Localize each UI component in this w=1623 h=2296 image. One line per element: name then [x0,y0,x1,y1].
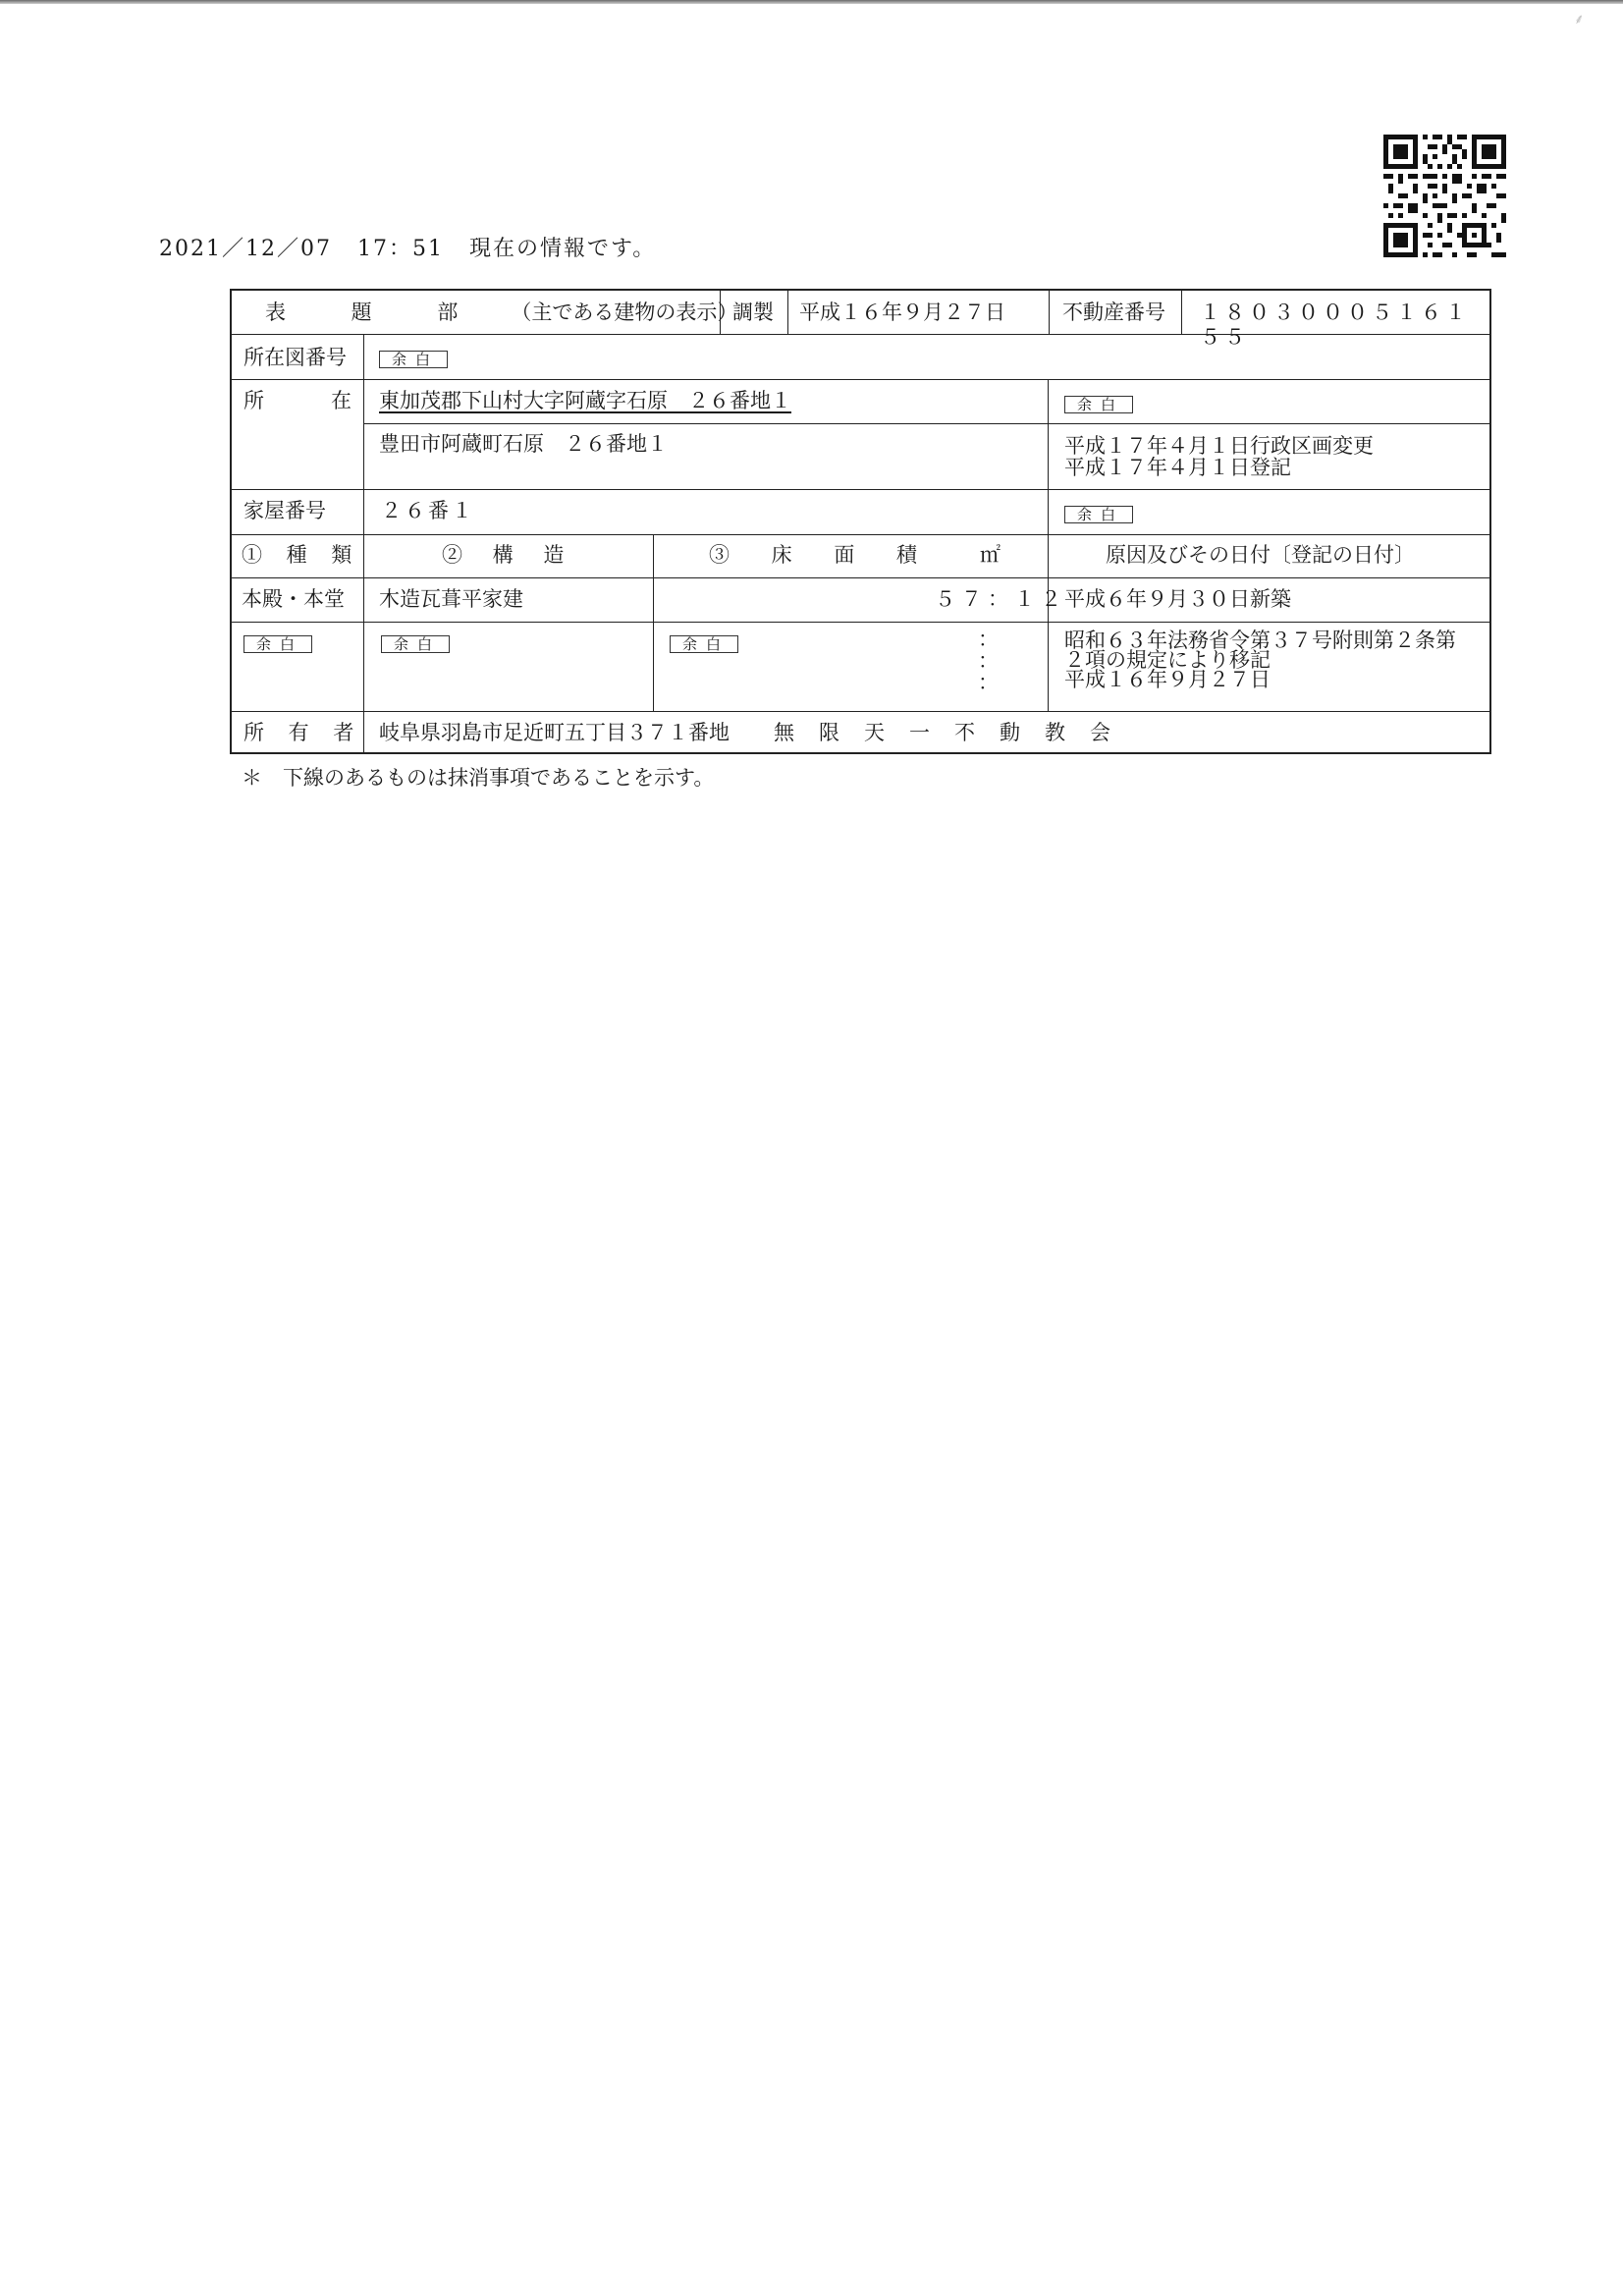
qr-code [1382,135,1507,257]
prepared-date: 平成１６年９月２７日 [799,301,1005,324]
blank-stamp: 余白 [381,635,450,653]
blank-stamp: 余白 [243,635,312,653]
scan-edge [0,0,1623,4]
row1-cause: 平成６年９月３０日新築 [1064,587,1291,611]
row2-kind [243,630,312,655]
timestamp-time: 17：51 [356,237,444,261]
col-floor-unit: ㎡ [980,543,1001,567]
prepared-label: 調製 [732,301,774,324]
row1-floor-area: ５７：１２ [935,587,1067,611]
footnote-mark: ＊ [242,766,262,790]
owner-address: 岐阜県羽島市足近町五丁目３７１番地 [379,721,730,744]
row1-structure: 木造瓦葺平家建 [379,587,523,611]
location-old: 東加茂郡下山村大字阿蔵字石原 ２６番地１ [379,389,791,412]
realestate-number-label: 不動産番号 [1062,301,1165,324]
timestamp-status: 現在の情報です。 [468,237,657,261]
location-new: 豊田市阿蔵町石原 ２６番地１ [379,432,668,456]
col-cause: 原因及びその日付〔登記の日付〕 [1106,543,1415,567]
location-label: 所 在 [243,389,352,412]
title-section-table [230,289,1491,754]
col-floor-area: ③ 床 面 積 [709,543,918,567]
col-structure: ② 構 造 [442,543,565,567]
timestamp-date: 2021／12／07 [159,237,332,261]
row1-kind: 本殿・本堂 [242,587,345,611]
row2-cause [1064,630,1456,689]
location-change-cause-2: 平成１７年４月１日登記 [1064,456,1291,479]
blank-stamp: 余白 [1064,506,1133,523]
row2-floor-area [670,630,738,655]
print-timestamp [159,232,656,262]
scan-mark: ⸙ [1574,12,1585,27]
blank-stamp: 余白 [1064,396,1133,413]
footnote [242,762,714,792]
owner-name: 無 限 天 一 不 動 教 会 [774,721,1112,744]
row2-cause-line3: 平成１６年９月２７日 [1064,668,1271,691]
map-number-value [379,346,448,370]
realestate-number: １８０３０００５１６１５５ [1200,301,1470,349]
blank-stamp: 余白 [379,351,448,368]
map-number-label: 所在図番号 [243,346,347,369]
row2-cause-line1: 昭和６３年法務省令第３７号附則第２条第 [1064,629,1456,652]
owner-label: 所 有 者 [243,721,356,744]
location-old-cause [1064,391,1133,415]
row2-cause-line2: ２項の規定により移記 [1064,648,1271,672]
row2-structure [381,630,450,655]
col-kind: ① 種 類 [242,543,352,567]
house-number: ２６番１ [381,499,475,522]
house-number-label: 家屋番号 [243,499,326,522]
row2-floor-dots: ： ： ： [978,628,999,694]
house-number-cause [1064,501,1133,525]
title-section-label: 表 題 部 （主である建物の表示） [265,301,738,324]
footnote-text: 下線のあるものは抹消事項であることを示す。 [283,766,715,790]
blank-stamp: 余白 [670,635,738,653]
location-change-cause-1: 平成１７年４月１日行政区画変更 [1064,434,1374,458]
